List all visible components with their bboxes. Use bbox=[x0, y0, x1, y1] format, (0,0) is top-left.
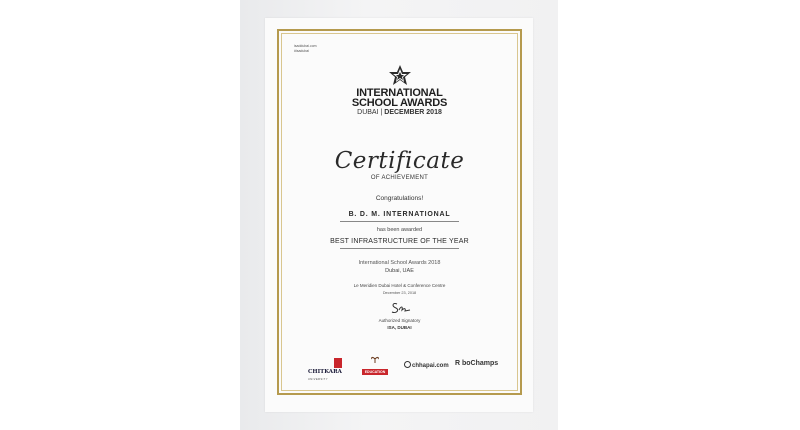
chitkara-badge-icon bbox=[334, 358, 342, 368]
awarded-text: has been awarded bbox=[376, 227, 423, 233]
certificate-title: Certificate bbox=[334, 148, 465, 174]
award-title-line1: INTERNATIONAL bbox=[356, 87, 443, 99]
event-date: December 23, 2018 bbox=[382, 291, 417, 295]
education-partner-logo bbox=[362, 350, 388, 375]
signature-icon bbox=[388, 300, 412, 316]
chhapai-ring-icon bbox=[404, 361, 411, 368]
certificate-content bbox=[280, 32, 519, 392]
isa-logo bbox=[280, 64, 519, 117]
recipient-underline bbox=[340, 221, 459, 222]
event-venue: Le Meridien Dubai Hotel & Conference Centre bbox=[353, 283, 446, 288]
event-city: Dubai, UAE bbox=[385, 268, 414, 274]
event-name: International School Awards 2018 bbox=[358, 260, 441, 266]
chitkara-name: CHITKARA bbox=[308, 369, 342, 375]
header-links bbox=[294, 44, 317, 54]
chhapai-name: chhapai.com bbox=[412, 363, 449, 369]
award-date: DECEMBER 2018 bbox=[384, 109, 442, 116]
robochamps-logo bbox=[455, 360, 498, 367]
award-edition bbox=[280, 108, 519, 117]
award-separator: | bbox=[380, 109, 383, 116]
signatory-title: Authorized Signatory bbox=[378, 318, 421, 323]
award-title-line2: SCHOOL AWARDS bbox=[351, 97, 448, 109]
website-text: isaddubai.com bbox=[294, 44, 317, 48]
sponsor-logos bbox=[280, 350, 519, 381]
recipient-name: B. D. M. INTERNATIONAL bbox=[348, 211, 451, 218]
chhapai-logo bbox=[404, 361, 449, 369]
plant-icon bbox=[370, 355, 380, 363]
polyhedron-star-icon bbox=[387, 64, 413, 88]
award-category: BEST INFRASTRUCTURE OF THE YEAR bbox=[330, 238, 469, 245]
greeting-text: Congratulations! bbox=[375, 195, 424, 202]
certificate-subtitle: OF ACHIEVEMENT bbox=[370, 175, 429, 181]
education-partner-name: EDUCATION bbox=[362, 369, 388, 375]
hashtag-text: #isadubai bbox=[294, 49, 309, 53]
robochamps-name: R boChamps bbox=[455, 360, 499, 367]
category-underline bbox=[340, 248, 459, 249]
signatory-org: ISA, DUBAI bbox=[387, 325, 412, 330]
chitkara-sub: UNIVERSITY bbox=[308, 378, 329, 381]
award-location: DUBAI bbox=[357, 109, 379, 116]
